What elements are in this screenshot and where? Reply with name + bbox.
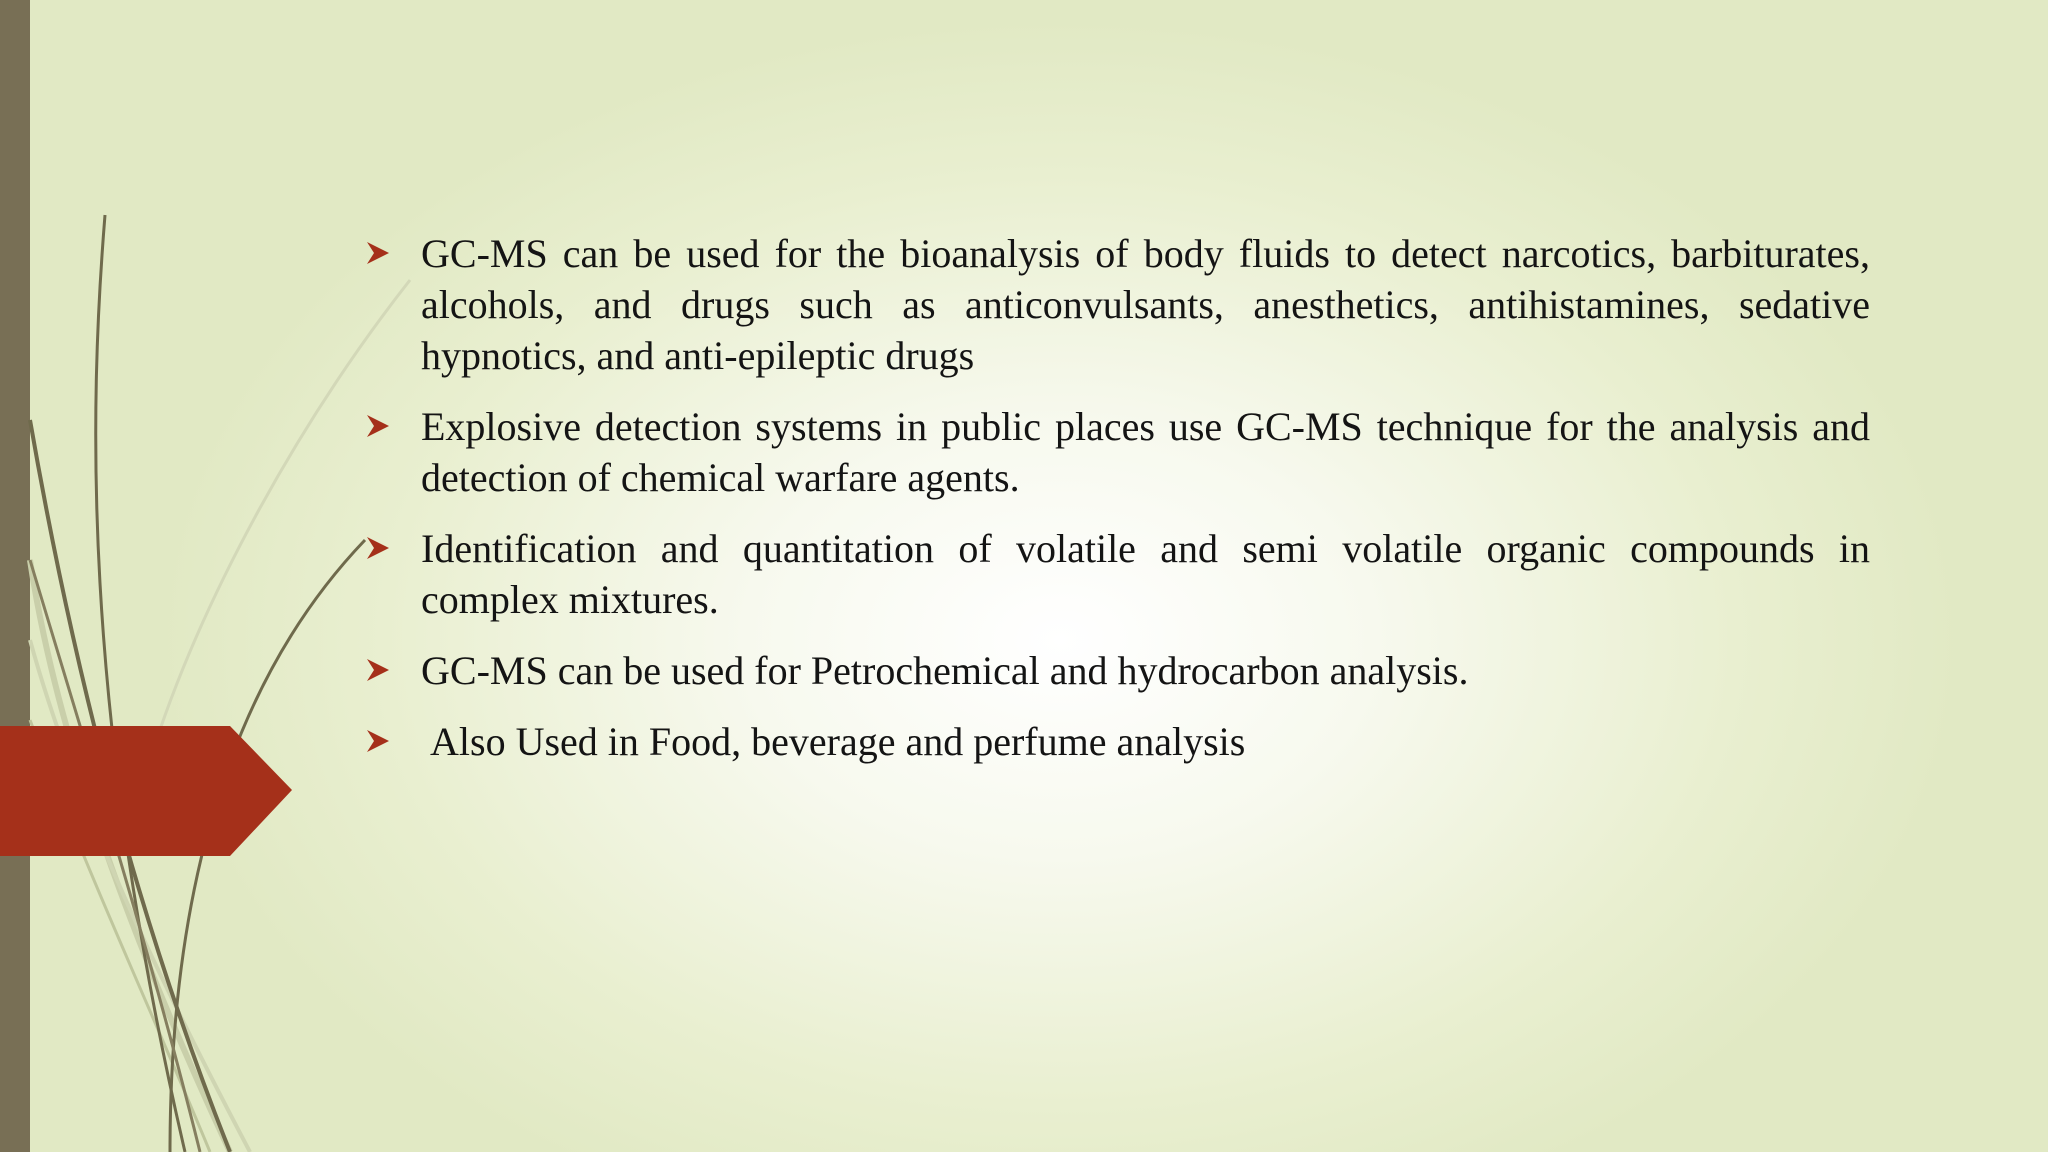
bullet-text: Explosive detection systems in public places use GC-MS technique for the analysis and detection of chemical warfare agents. <box>421 404 1870 500</box>
red-arrow-tab <box>0 726 292 856</box>
dark-curve-1 <box>96 215 185 1152</box>
arrow-bullet-icon <box>365 535 391 561</box>
bullet-text: Also Used in Food, beverage and perfume analysis <box>430 719 1246 764</box>
bullet-text: GC-MS can be used for the bioanalysis of body fluids to detect narcotics, barbiturates, alcohols, and drugs such as anticonvulsants, anesthetics, antihistamines, sedative hypnotics, and anti-epileptic drugs <box>421 231 1870 378</box>
arrow-bullet-icon <box>365 240 391 266</box>
bullet-text: Identification and quantitation of volatile and semi volatile organic compounds in complex mixtures. <box>421 526 1870 622</box>
bullet-item-2 <box>365 401 1870 503</box>
arrow-bullet-icon <box>365 728 391 754</box>
arrow-bullet-icon <box>365 413 391 439</box>
bullet-list <box>365 228 1870 787</box>
arrow-bullet-icon <box>365 657 391 683</box>
bullet-item-1 <box>365 228 1870 381</box>
bullet-item-5 <box>365 716 1870 767</box>
bullet-text: GC-MS can be used for Petrochemical and hydrocarbon analysis. <box>421 648 1469 693</box>
bullet-item-3 <box>365 523 1870 625</box>
bullet-item-4 <box>365 645 1870 696</box>
